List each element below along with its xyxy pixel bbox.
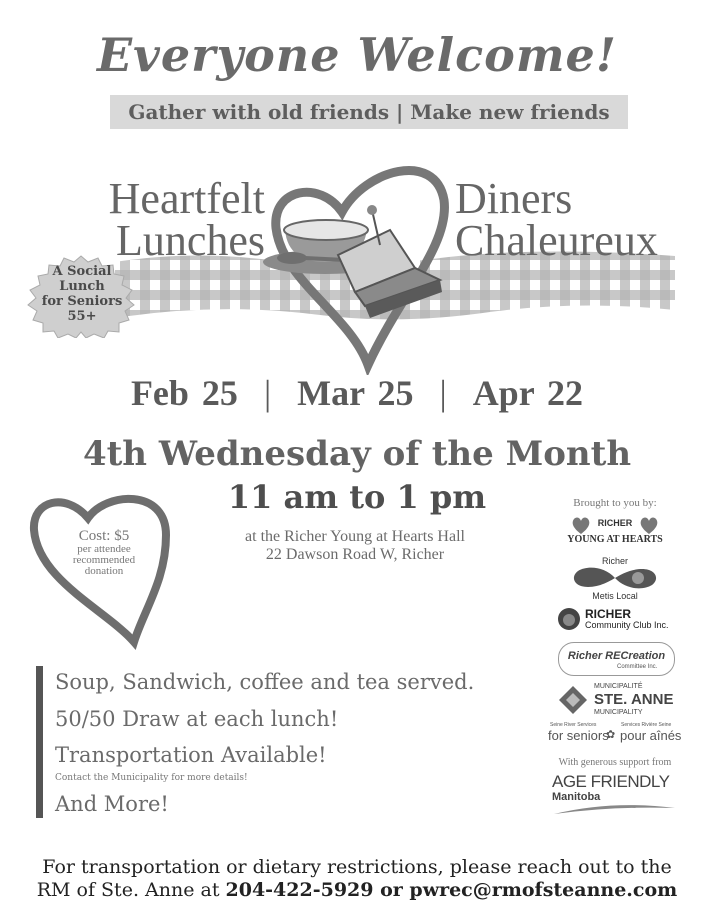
recreation-sub: Committee Inc. bbox=[617, 664, 658, 670]
cost-info bbox=[64, 528, 144, 577]
age-friendly-line1: AGE FRIENDLY bbox=[552, 772, 670, 791]
footer-or: or bbox=[373, 879, 410, 901]
contact-footer bbox=[0, 856, 714, 902]
date-item: Feb 25 bbox=[130, 373, 238, 413]
sponsors-intro: Brought to you by: bbox=[573, 497, 657, 509]
footer-line2 bbox=[0, 879, 714, 902]
logo-english-title bbox=[95, 174, 265, 265]
seniors-small-right: Services Rivière Seine bbox=[621, 722, 672, 728]
logo-french-line1: Diners bbox=[455, 174, 573, 223]
seniors-small-left: Seine River Services bbox=[550, 722, 597, 728]
seniors-left: for seniors bbox=[548, 728, 609, 743]
date-item: Mar 25 bbox=[297, 373, 414, 413]
municipality-small: MUNICIPALITÉ bbox=[594, 683, 643, 690]
metis-local-logo bbox=[565, 556, 665, 602]
badge-line: for Seniors bbox=[41, 294, 123, 309]
young-hearts-line1: RICHER bbox=[597, 518, 633, 528]
ste-anne-municipality-logo bbox=[558, 683, 678, 719]
badge-line: A Social bbox=[52, 264, 112, 279]
community-line2: Community Club Inc. bbox=[585, 620, 669, 630]
maple-leaf-icon: ✿ bbox=[606, 729, 616, 741]
age-friendly-manitoba-logo bbox=[552, 772, 677, 818]
logo-french-line2: Chaleureux bbox=[455, 216, 658, 265]
logo-english-line1: Heartfelt bbox=[108, 174, 265, 223]
feature-item: 50/50 Draw at each lunch! bbox=[55, 707, 339, 731]
cost-amount: Cost: $5 bbox=[78, 528, 130, 544]
date-separator: | bbox=[439, 373, 447, 413]
metis-line1: Richer bbox=[601, 556, 628, 566]
badge-line: Lunch bbox=[59, 279, 105, 294]
municipality-emblem-icon bbox=[558, 685, 588, 715]
cost-note-line2: recommended bbox=[72, 554, 136, 566]
feature-item: And More! bbox=[55, 792, 169, 816]
lion-icon bbox=[557, 606, 581, 632]
date-item: Apr 22 bbox=[472, 373, 584, 413]
age-friendly-line2: Manitoba bbox=[552, 791, 601, 803]
cost-note-line3: donation bbox=[84, 565, 124, 577]
metis-line2: Metis Local bbox=[592, 591, 638, 601]
cost-note-line1: per attendee bbox=[77, 543, 131, 555]
community-club-logo bbox=[557, 606, 677, 634]
logo-french-title bbox=[455, 174, 695, 265]
young-hearts-line2: YOUNG AT HEARTS bbox=[567, 534, 663, 545]
logo-english-line2: Lunches bbox=[115, 216, 265, 265]
email-link[interactable]: pwrec@rmofsteanne.com bbox=[409, 879, 678, 901]
footer-line2-prefix: RM of Ste. Anne at bbox=[36, 879, 226, 901]
support-text: With generous support from bbox=[558, 757, 672, 768]
infinity-icon bbox=[570, 565, 660, 591]
feature-item: Transportation Available! bbox=[55, 743, 327, 767]
feature-list-bar bbox=[36, 666, 43, 818]
feature-note: Contact the Municipality for more details! bbox=[55, 773, 248, 783]
swoosh-icon bbox=[552, 802, 677, 816]
seniors-right: pour aînés bbox=[620, 728, 682, 743]
page-title: Everyone Welcome! bbox=[97, 28, 617, 82]
venue-line2: 22 Dawson Road W, Richer bbox=[265, 546, 445, 563]
event-time: 11 am to 1 pm bbox=[227, 478, 487, 516]
municipality-name: STE. ANNE bbox=[594, 691, 674, 708]
footer-line1: For transportation or dietary restrictions, please reach out to the bbox=[42, 856, 672, 878]
event-dates bbox=[0, 372, 714, 414]
event-venue bbox=[210, 528, 500, 564]
phone-number[interactable]: 204-422-5929 bbox=[225, 879, 374, 901]
young-at-hearts-logo bbox=[565, 514, 665, 552]
recreation-main: Richer RECreation bbox=[567, 650, 666, 662]
seine-river-seniors-logo bbox=[548, 722, 683, 748]
date-separator: | bbox=[263, 373, 272, 413]
municipality-sub: MUNICIPALITY bbox=[594, 709, 643, 716]
seniors-badge-text bbox=[32, 264, 132, 324]
tagline-banner: Gather with old friends | Make new friends bbox=[110, 95, 628, 129]
richer-recreation-logo bbox=[558, 642, 675, 676]
badge-line: 55+ bbox=[67, 309, 97, 324]
event-day: 4th Wednesday of the Month bbox=[82, 434, 632, 474]
venue-line1: at the Richer Young at Hearts Hall bbox=[245, 528, 465, 545]
community-line1: RICHER bbox=[585, 607, 632, 621]
feature-item: Soup, Sandwich, coffee and tea served. bbox=[55, 670, 475, 694]
